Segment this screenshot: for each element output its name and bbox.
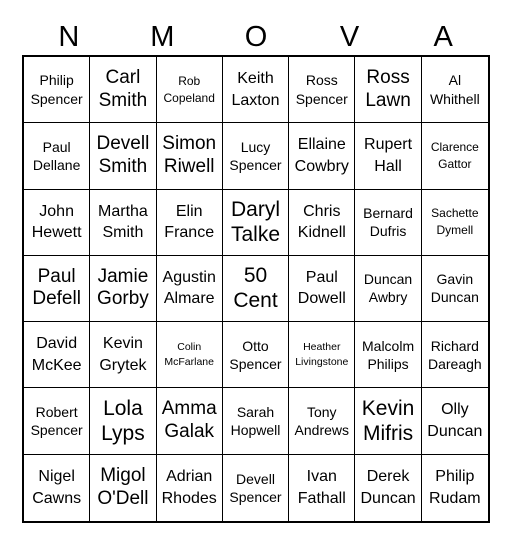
bingo-cell-label: Philip Spencer <box>30 72 83 107</box>
bingo-cell[interactable] <box>24 322 90 388</box>
bingo-cell[interactable] <box>289 57 355 123</box>
bingo-cell[interactable] <box>90 388 156 454</box>
bingo-cell-label: Lola Lyps <box>101 396 145 446</box>
bingo-cell[interactable] <box>422 322 488 388</box>
bingo-cell[interactable] <box>24 455 90 521</box>
bingo-cell[interactable] <box>24 190 90 256</box>
bingo-cell-label: Richard Dareagh <box>427 337 482 372</box>
bingo-cell[interactable] <box>157 123 223 189</box>
bingo-cell-label: Philip Rudam <box>429 468 481 507</box>
bingo-cell-label: Bernard Dufris <box>363 205 413 240</box>
bingo-cell[interactable] <box>422 190 488 256</box>
bingo-cell-label: Derek Duncan <box>360 468 416 507</box>
bingo-cell[interactable] <box>223 256 289 322</box>
bingo-cell[interactable] <box>157 190 223 256</box>
bingo-cell-label: Ellaine Cowbry <box>294 136 349 175</box>
bingo-cell-label: Simon Riwell <box>162 133 217 177</box>
bingo-cell-label: Tony Andrews <box>294 403 350 439</box>
bingo-cell[interactable] <box>355 57 421 123</box>
bingo-cell-label: Gavin Duncan <box>430 271 479 306</box>
bingo-cell-label: Devell Smith <box>96 133 150 177</box>
bingo-cell[interactable] <box>157 388 223 454</box>
bingo-cell[interactable] <box>223 455 289 521</box>
bingo-cell[interactable] <box>355 256 421 322</box>
bingo-cell[interactable] <box>90 123 156 189</box>
bingo-cell-label: Robert Spencer <box>30 403 83 439</box>
bingo-cell[interactable] <box>90 57 156 123</box>
bingo-cell[interactable] <box>24 388 90 454</box>
bingo-cell[interactable] <box>90 455 156 521</box>
bingo-cell-label: Clarence Gattor <box>430 140 479 171</box>
bingo-cell[interactable] <box>157 57 223 123</box>
bingo-cell-label: Rob Copeland <box>163 73 215 105</box>
bingo-cell-label: Nigel Cawns <box>32 468 82 507</box>
bingo-cell-label: Agustin Almare <box>162 268 216 308</box>
bingo-cell[interactable] <box>289 190 355 256</box>
bingo-cell[interactable] <box>355 455 421 521</box>
bingo-cell-label: Carl Smith <box>98 66 148 111</box>
bingo-header <box>22 20 490 54</box>
bingo-cell-label: Colin McFarlane <box>164 340 214 368</box>
header-letter-a: A <box>433 21 453 53</box>
bingo-cell-label: 50 Cent <box>233 264 278 313</box>
bingo-cell[interactable] <box>422 388 488 454</box>
bingo-cell[interactable] <box>24 256 90 322</box>
bingo-cell[interactable] <box>422 57 488 123</box>
bingo-cell-label: Ross Lawn <box>365 66 411 111</box>
bingo-cell-label: Keith Laxton <box>231 70 280 109</box>
bingo-board <box>22 55 490 523</box>
bingo-cell[interactable] <box>355 190 421 256</box>
bingo-cell-label: Devell Spencer <box>229 470 282 505</box>
bingo-cell[interactable] <box>422 123 488 189</box>
bingo-cell[interactable] <box>90 322 156 388</box>
bingo-cell[interactable] <box>422 455 488 521</box>
bingo-cell[interactable] <box>355 388 421 454</box>
bingo-cell[interactable] <box>289 123 355 189</box>
bingo-cell[interactable] <box>289 256 355 322</box>
bingo-cell[interactable] <box>289 322 355 388</box>
bingo-cell-label: Adrian Rhodes <box>161 468 217 507</box>
bingo-cell[interactable] <box>422 256 488 322</box>
bingo-cell-label: Amma Galak <box>161 398 217 443</box>
bingo-cell-label: Rupert Hall <box>364 136 413 175</box>
bingo-cell[interactable] <box>157 256 223 322</box>
bingo-cell-label: Chris Kidnell <box>297 202 346 242</box>
bingo-cell-label: Daryl Talke <box>230 198 280 247</box>
header-letter-o: O <box>244 21 268 53</box>
bingo-cell-label: Kevin Mifris <box>361 396 415 446</box>
bingo-cell-label: Duncan Awbry <box>363 271 413 306</box>
bingo-cell[interactable] <box>90 256 156 322</box>
bingo-cell-label: Paul Dellane <box>32 138 81 173</box>
header-letter-m: M <box>150 21 175 53</box>
bingo-cell-label: David McKee <box>31 335 82 374</box>
bingo-cell-label: Ross Spencer <box>295 72 348 107</box>
bingo-cell[interactable] <box>157 455 223 521</box>
bingo-cell[interactable] <box>24 123 90 189</box>
header-letter-v: V <box>339 21 360 53</box>
bingo-cell-label: Otto Spencer <box>229 337 282 372</box>
bingo-cell-label: Heather Livingstone <box>295 340 349 368</box>
bingo-cell-label: Paul Defell <box>32 265 81 310</box>
header-letter-n: N <box>58 21 80 53</box>
bingo-cell-label: Lucy Spencer <box>229 138 282 173</box>
bingo-cell[interactable] <box>355 322 421 388</box>
bingo-cell-label: Malcolm Philips <box>362 337 415 372</box>
bingo-cell[interactable] <box>223 190 289 256</box>
bingo-cell-label: John Hewett <box>31 202 82 242</box>
bingo-cell[interactable] <box>223 322 289 388</box>
bingo-cell-label: Martha Smith <box>98 202 148 242</box>
bingo-cell-label: Al Whithell <box>429 72 480 107</box>
bingo-cell-label: Kevin Grytek <box>99 335 147 374</box>
bingo-cell[interactable] <box>223 388 289 454</box>
bingo-cell-label: Olly Duncan <box>427 401 483 441</box>
bingo-cell[interactable] <box>90 190 156 256</box>
bingo-cell-label: Sarah Hopwell <box>230 403 281 439</box>
bingo-cell[interactable] <box>355 123 421 189</box>
bingo-cell[interactable] <box>223 57 289 123</box>
bingo-cell[interactable] <box>24 57 90 123</box>
bingo-cell[interactable] <box>223 123 289 189</box>
bingo-cell-label: Ivan Fathall <box>297 468 346 507</box>
bingo-cell[interactable] <box>157 322 223 388</box>
bingo-cell-label: Sachette Dymell <box>431 206 479 238</box>
bingo-cell[interactable] <box>289 455 355 521</box>
bingo-cell-label: Elin France <box>164 202 215 242</box>
bingo-cell-label: Migol O'Dell <box>97 465 149 509</box>
bingo-cell-label: Jamie Gorby <box>97 265 149 310</box>
bingo-cell-label: Paul Dowell <box>297 268 346 308</box>
bingo-cell[interactable] <box>289 388 355 454</box>
